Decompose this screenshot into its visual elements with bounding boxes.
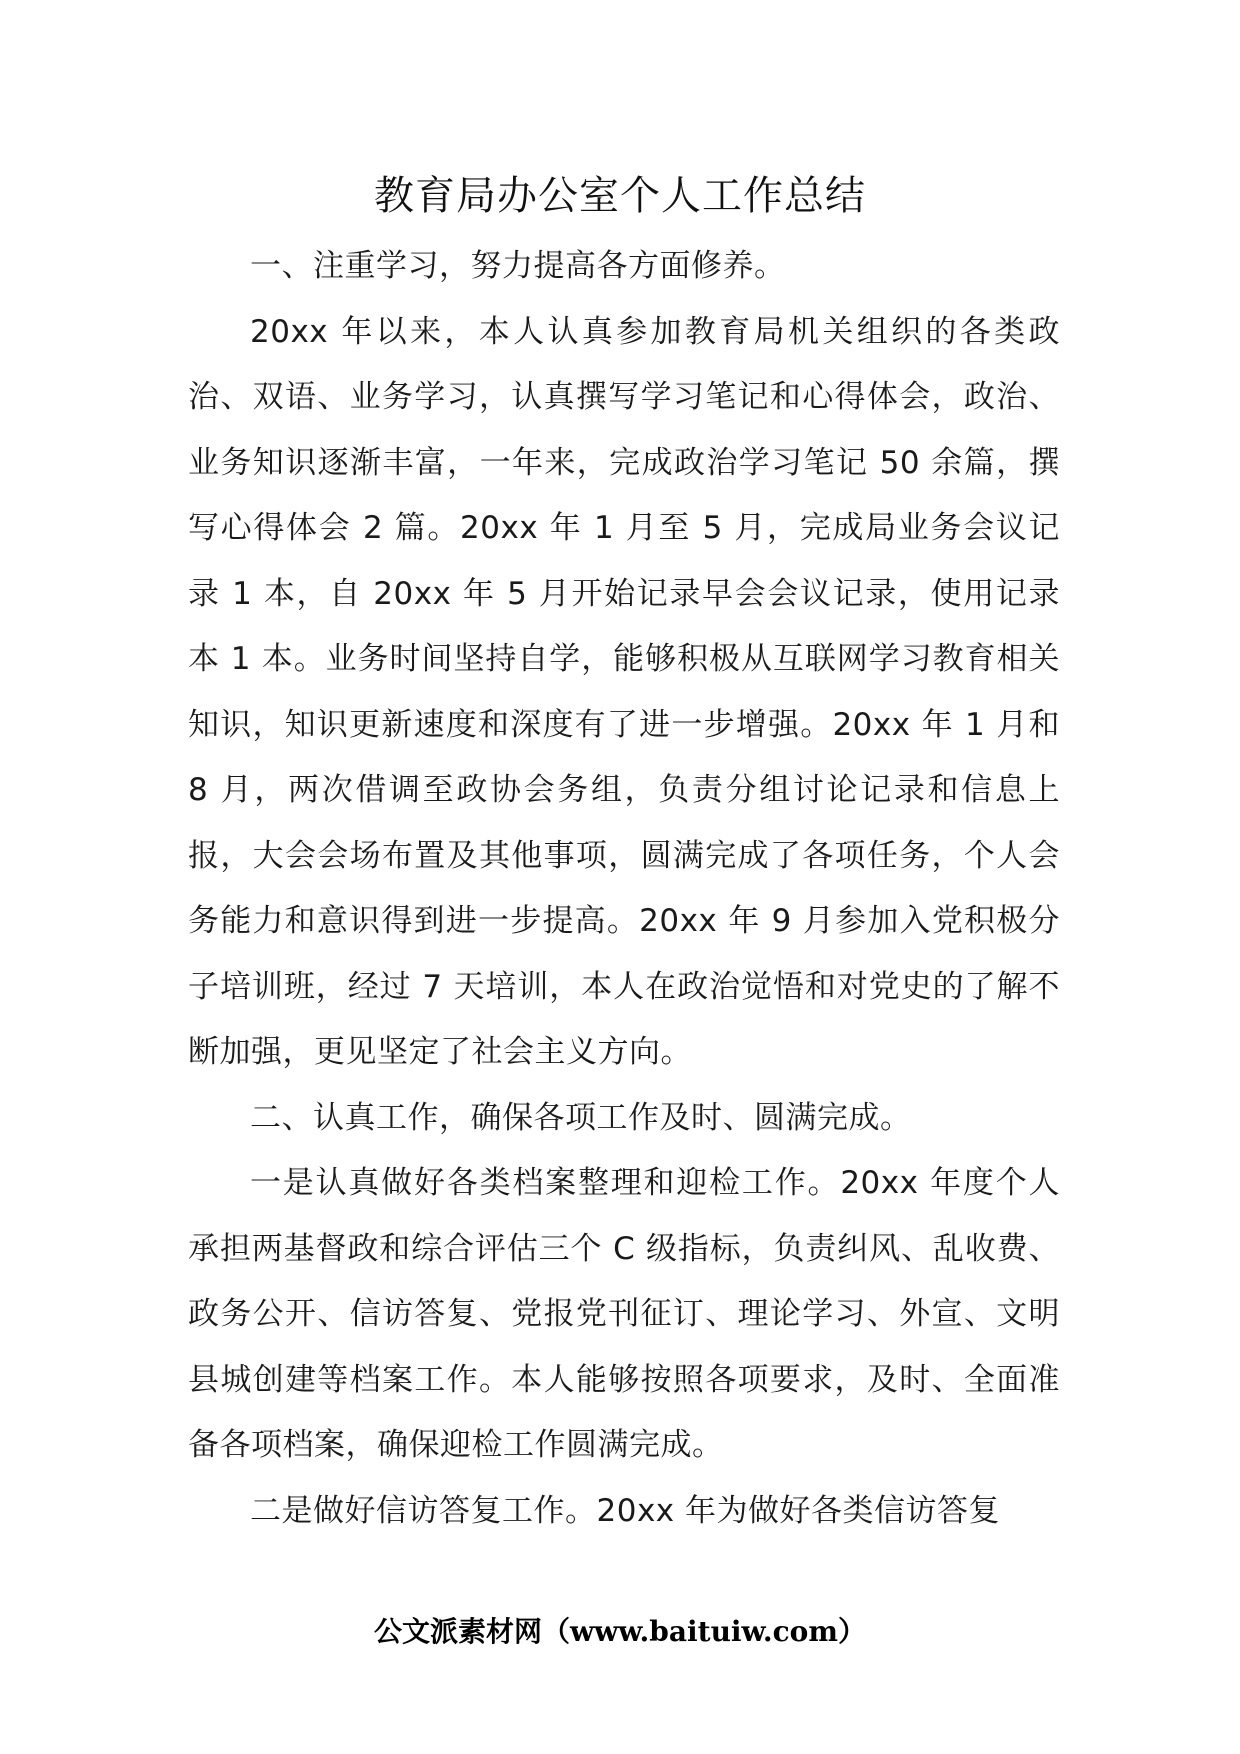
section-heading: 一、注重学习，努力提高各方面修养。 bbox=[250, 248, 786, 284]
section-heading: 二、认真工作，确保各项工作及时、圆满完成。 bbox=[250, 1099, 912, 1136]
body-paragraph: 20xx 年以来，本人认真参加教育局机关组织的各类政治、双语、业务学习，认真撰写学习笔记和心得体会，政治、业务知识逐渐丰富，一年来，完成政治学习笔记 50 余篇，撰写心得体会 2 篇。20xx 年 1 月至 5 月，完成局业务会议记录 1 本，自 20xx 年 5 月开始记录早会会议记录，使用记录本 1 本。业务时间坚持自学，能够积极从互联网学习教育相关知识，知识更新速度和深度有了进一步增强。20xx 年 1 月和 8 月，两次借调至政协会务组，负责分组讨论记录和信息上报，大会会场布置及其他事项，圆满完成了各项任务，个人会务能力和意识得到进一步提高。20xx 年 9 月参加入党积极分子培训班，经过 7 天培训，本人在政治觉悟和对党史的了解不断加强，更见坚定了社会主义方向。 bbox=[188, 313, 1060, 1070]
document-title: 教育局办公室个人工作总结 bbox=[374, 173, 866, 219]
body-paragraph: 二是做好信访答复工作。20xx 年为做好各类信访答复 bbox=[250, 1492, 1000, 1529]
body-paragraph: 一是认真做好各类档案整理和迎检工作。20xx 年度个人承担两基督政和综合评估三个 C 级指标，负责纠风、乱收费、政务公开、信访答复、党报党刊征订、理论学习、外宣、文明县城创建等档案工作。本人能够按照各项要求，及时、全面准备各项档案，确保迎检工作圆满完成。 bbox=[188, 1165, 1060, 1463]
footer-watermark: 公文派素材网（www.baituiw.com） bbox=[374, 1615, 866, 1648]
document-body bbox=[188, 234, 1060, 1544]
